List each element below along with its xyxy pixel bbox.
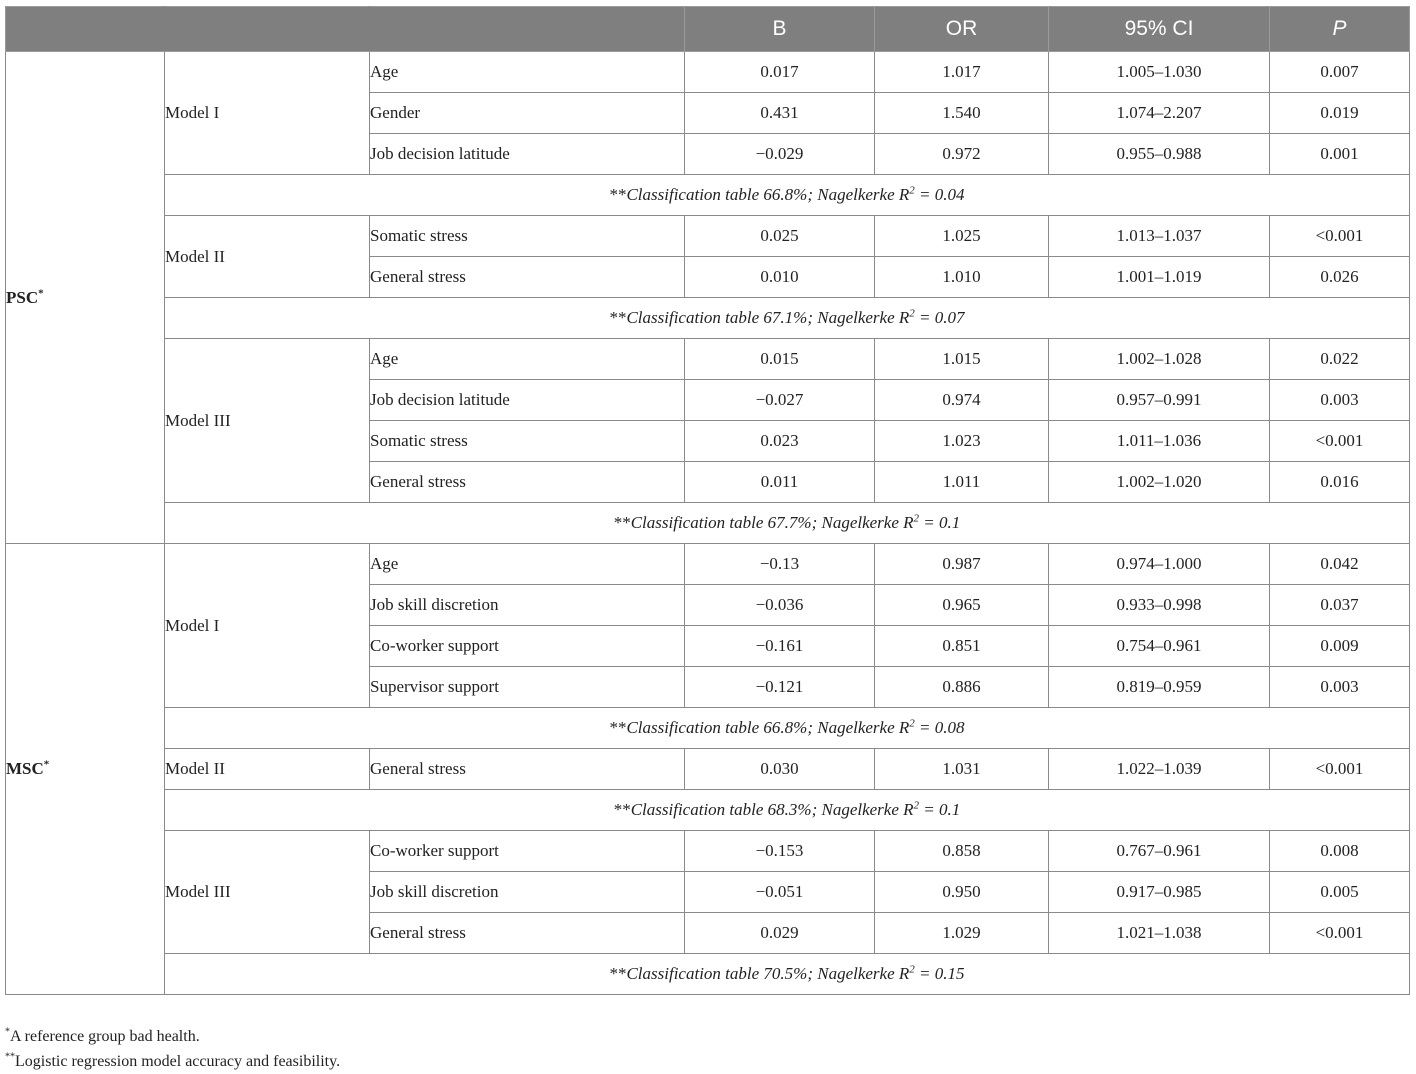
p-cell: 0.037	[1270, 585, 1410, 626]
ci-cell: 1.005–1.030	[1049, 52, 1270, 93]
model-label: Model II	[165, 749, 370, 790]
or-cell: 1.540	[875, 93, 1049, 134]
or-cell: 0.974	[875, 380, 1049, 421]
or-cell: 0.858	[875, 831, 1049, 872]
variable-cell: Co-worker support	[370, 831, 685, 872]
table-row	[6, 749, 1410, 790]
summary-text: Classification table 66.8%; Nagelkerke R	[626, 718, 910, 737]
summary-text: Classification table 67.7%; Nagelkerke R	[630, 513, 914, 532]
or-cell: 0.851	[875, 626, 1049, 667]
variable-cell: Job skill discretion	[370, 872, 685, 913]
b-cell: −0.051	[685, 872, 875, 913]
table-row	[6, 339, 1410, 380]
or-cell: 1.025	[875, 216, 1049, 257]
ci-cell: 0.767–0.961	[1049, 831, 1270, 872]
ci-cell: 1.002–1.020	[1049, 462, 1270, 503]
p-cell: 0.026	[1270, 257, 1410, 298]
header-ci: 95% CI	[1049, 7, 1270, 52]
p-cell: 0.022	[1270, 339, 1410, 380]
b-cell: −0.153	[685, 831, 875, 872]
or-cell: 0.886	[875, 667, 1049, 708]
summary-row	[6, 954, 1410, 995]
ci-cell: 1.011–1.036	[1049, 421, 1270, 462]
summary-stars: **	[613, 800, 631, 819]
summary-sup: 2	[909, 307, 915, 320]
footnotes	[5, 1024, 340, 1074]
or-cell: 1.017	[875, 52, 1049, 93]
footnote	[5, 1024, 340, 1049]
b-cell: 0.010	[685, 257, 875, 298]
variable-cell: Gender	[370, 93, 685, 134]
or-cell: 1.029	[875, 913, 1049, 954]
or-cell: 1.010	[875, 257, 1049, 298]
b-cell: −0.161	[685, 626, 875, 667]
ci-cell: 1.013–1.037	[1049, 216, 1270, 257]
summary-stars: **	[609, 308, 627, 327]
or-cell: 1.011	[875, 462, 1049, 503]
footnote-text: Logistic regression model accuracy and feasibility.	[15, 1053, 341, 1070]
ci-cell: 0.917–0.985	[1049, 872, 1270, 913]
header-blank	[370, 7, 685, 52]
variable-cell: Job decision latitude	[370, 380, 685, 421]
summary-text: Classification table 68.3%; Nagelkerke R	[630, 800, 914, 819]
model-summary	[165, 708, 1410, 749]
header-b: B	[685, 7, 875, 52]
header-or: OR	[875, 7, 1049, 52]
summary-sup: 2	[913, 799, 920, 812]
table-row	[6, 544, 1410, 585]
p-cell: 0.007	[1270, 52, 1410, 93]
group-marker: *	[43, 758, 50, 771]
header-blank	[6, 7, 165, 52]
or-cell: 1.031	[875, 749, 1049, 790]
variable-cell: Age	[370, 52, 685, 93]
ci-cell: 1.001–1.019	[1049, 257, 1270, 298]
variable-cell: Somatic stress	[370, 421, 685, 462]
group-name: PSC	[6, 287, 39, 307]
summary-sup: 2	[909, 717, 915, 730]
p-cell: 0.003	[1270, 667, 1410, 708]
p-cell: <0.001	[1270, 749, 1410, 790]
b-cell: 0.030	[685, 749, 875, 790]
variable-cell: Co-worker support	[370, 626, 685, 667]
summary-sup: 2	[913, 512, 920, 525]
variable-cell: Supervisor support	[370, 667, 685, 708]
b-cell: 0.431	[685, 93, 875, 134]
or-cell: 1.015	[875, 339, 1049, 380]
group-label	[6, 544, 165, 995]
p-cell: 0.016	[1270, 462, 1410, 503]
footnote-marker: *	[5, 1026, 10, 1038]
p-cell: 0.008	[1270, 831, 1410, 872]
summary-text: Classification table 67.1%; Nagelkerke R	[626, 308, 910, 327]
table-row	[6, 52, 1410, 93]
variable-cell: General stress	[370, 749, 685, 790]
p-cell: 0.009	[1270, 626, 1410, 667]
ci-cell: 1.002–1.028	[1049, 339, 1270, 380]
model-label: Model I	[165, 544, 370, 708]
summary-tail: = 0.07	[914, 308, 965, 327]
or-cell: 1.023	[875, 421, 1049, 462]
summary-row	[6, 175, 1410, 216]
model-label: Model I	[165, 52, 370, 175]
or-cell: 0.987	[875, 544, 1049, 585]
model-summary	[165, 175, 1410, 216]
b-cell: 0.025	[685, 216, 875, 257]
variable-cell: Somatic stress	[370, 216, 685, 257]
p-cell: <0.001	[1270, 913, 1410, 954]
or-cell: 0.972	[875, 134, 1049, 175]
p-cell: <0.001	[1270, 421, 1410, 462]
variable-cell: Job decision latitude	[370, 134, 685, 175]
footnote-text: A reference group bad health.	[10, 1028, 200, 1045]
summary-text: Classification table 70.5%; Nagelkerke R	[626, 964, 910, 983]
b-cell: −0.036	[685, 585, 875, 626]
ci-cell: 1.022–1.039	[1049, 749, 1270, 790]
summary-row	[6, 708, 1410, 749]
model-summary	[165, 790, 1410, 831]
summary-sup: 2	[909, 184, 915, 197]
summary-stars: **	[609, 718, 627, 737]
header-row	[6, 7, 1410, 52]
group-label	[6, 52, 165, 544]
ci-cell: 0.957–0.991	[1049, 380, 1270, 421]
b-cell: 0.015	[685, 339, 875, 380]
p-cell: 0.001	[1270, 134, 1410, 175]
summary-tail: = 0.1	[919, 800, 961, 819]
table-body	[6, 52, 1410, 995]
variable-cell: General stress	[370, 913, 685, 954]
p-cell: 0.019	[1270, 93, 1410, 134]
b-cell: −0.121	[685, 667, 875, 708]
variable-cell: Age	[370, 339, 685, 380]
summary-tail: = 0.15	[914, 964, 965, 983]
ci-cell: 0.754–0.961	[1049, 626, 1270, 667]
summary-row	[6, 298, 1410, 339]
p-cell: 0.042	[1270, 544, 1410, 585]
b-cell: −0.027	[685, 380, 875, 421]
model-summary	[165, 954, 1410, 995]
footnote	[5, 1049, 340, 1074]
variable-cell: General stress	[370, 462, 685, 503]
model-summary	[165, 298, 1410, 339]
regression-table	[5, 6, 1410, 995]
b-cell: −0.13	[685, 544, 875, 585]
b-cell: −0.029	[685, 134, 875, 175]
ci-cell: 0.933–0.998	[1049, 585, 1270, 626]
b-cell: 0.011	[685, 462, 875, 503]
p-cell: 0.003	[1270, 380, 1410, 421]
summary-tail: = 0.1	[919, 513, 961, 532]
or-cell: 0.950	[875, 872, 1049, 913]
p-cell: 0.005	[1270, 872, 1410, 913]
model-summary	[165, 503, 1410, 544]
summary-stars: **	[609, 964, 627, 983]
summary-tail: = 0.08	[914, 718, 965, 737]
summary-sup: 2	[909, 963, 915, 976]
footnote-marker: **	[5, 1051, 15, 1063]
summary-stars: **	[609, 185, 627, 204]
ci-cell: 1.074–2.207	[1049, 93, 1270, 134]
summary-row	[6, 790, 1410, 831]
ci-cell: 0.955–0.988	[1049, 134, 1270, 175]
ci-cell: 0.819–0.959	[1049, 667, 1270, 708]
p-cell: <0.001	[1270, 216, 1410, 257]
model-label: Model II	[165, 216, 370, 298]
summary-text: Classification table 66.8%; Nagelkerke R	[626, 185, 910, 204]
model-label: Model III	[165, 831, 370, 954]
ci-cell: 0.974–1.000	[1049, 544, 1270, 585]
ci-cell: 1.021–1.038	[1049, 913, 1270, 954]
model-label: Model III	[165, 339, 370, 503]
table-row	[6, 831, 1410, 872]
summary-row	[6, 503, 1410, 544]
summary-stars: **	[613, 513, 631, 532]
b-cell: 0.023	[685, 421, 875, 462]
variable-cell: Age	[370, 544, 685, 585]
table-row	[6, 216, 1410, 257]
b-cell: 0.017	[685, 52, 875, 93]
summary-tail: = 0.04	[914, 185, 965, 204]
header-p: P	[1270, 7, 1410, 52]
or-cell: 0.965	[875, 585, 1049, 626]
variable-cell: General stress	[370, 257, 685, 298]
group-name: MSC	[6, 759, 44, 778]
variable-cell: Job skill discretion	[370, 585, 685, 626]
header-blank	[165, 7, 370, 52]
group-marker: *	[38, 286, 44, 299]
b-cell: 0.029	[685, 913, 875, 954]
